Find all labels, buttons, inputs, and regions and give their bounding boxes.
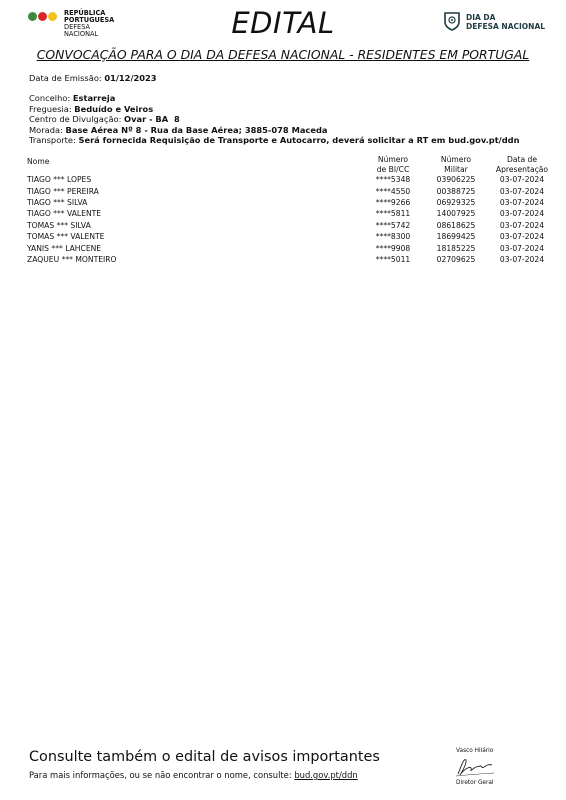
row-name: ZAQUEU *** MONTEIRO — [27, 255, 117, 265]
convocation-heading: CONVOCAÇÃO PARA O DIA DA DEFESA NACIONAL - RESIDENTES EM PORTUGAL — [36, 47, 530, 62]
row-date: 03-07-2024 — [499, 243, 545, 253]
ddn-logo-text: DEFESA NACIONAL — [466, 22, 546, 31]
freguesia-label: Freguesia: — [29, 103, 72, 114]
row-name: TOMAS *** SILVA — [27, 220, 91, 230]
logo-text-line: NACIONAL — [64, 30, 99, 38]
issue-date — [29, 73, 157, 83]
row-bi: ****5011 — [375, 255, 411, 265]
logo-text-line: DEFESA — [64, 23, 91, 31]
centro-line — [29, 114, 180, 124]
signer-role: Diretor Geral — [456, 780, 494, 786]
table-row — [27, 208, 557, 219]
centro-value: Ovar - BA 8 — [124, 114, 180, 124]
row-date: 03-07-2024 — [499, 186, 545, 196]
transporte-value: Será fornecida Requisição de Transporte e Autocarro, deverá solicitar a RT em bud.gov.pt/ddn — [78, 135, 520, 145]
row-date: 03-07-2024 — [499, 255, 545, 265]
table-row — [27, 186, 557, 197]
morada-value: Base Aérea Nº 8 - Rua da Base Aérea; 3885-078 Maceda — [65, 124, 328, 135]
row-bi: ****4550 — [375, 186, 411, 196]
row-name: TIAGO *** VALENTE — [27, 209, 102, 219]
row-name: TIAGO *** PEREIRA — [27, 186, 99, 196]
row-militar: 06929325 — [436, 198, 476, 207]
row-name: TOMAS *** VALENTE — [27, 232, 105, 242]
row-date: 03-07-2024 — [499, 220, 545, 230]
page-title: EDITAL — [231, 6, 335, 40]
more-info-line — [29, 770, 358, 780]
row-militar: 02709625 — [436, 255, 476, 265]
row-date: 03-07-2024 — [499, 232, 545, 242]
header-bi: Número de BI/CC — [376, 155, 410, 174]
convocados-table — [27, 155, 557, 265]
row-bi: ****9266 — [375, 198, 411, 207]
centro-label: Centro de Divulgação: — [29, 114, 122, 124]
row-bi: ****5811 — [375, 209, 411, 219]
row-name: TIAGO *** LOPES — [27, 175, 92, 185]
table-row — [27, 220, 557, 231]
concelho-label: Concelho: — [29, 93, 71, 103]
issue-date-label: Data de Emissão: — [29, 73, 102, 83]
logo-text-line: PORTUGUESA — [64, 16, 115, 24]
row-militar: 03906225 — [436, 175, 476, 185]
row-bi: ****5348 — [375, 175, 411, 185]
issue-date-value: 01/12/2023 — [104, 73, 157, 83]
more-info-text: Para mais informações, ou se não encontrar o nome, consulte: — [29, 770, 292, 780]
row-date: 03-07-2024 — [499, 209, 545, 219]
row-militar: 00388725 — [436, 186, 476, 196]
concelho-line — [29, 93, 115, 103]
row-date: 03-07-2024 — [499, 198, 545, 207]
bud-gov-link[interactable]: bud.gov.pt/ddn — [294, 770, 358, 780]
table-row — [27, 254, 557, 265]
transporte-label: Transporte: — [29, 135, 76, 145]
logo-text-line: REPÚBLICA — [64, 9, 106, 17]
freguesia-line — [29, 104, 153, 114]
ddn-emblem-icon — [442, 11, 462, 31]
table-row — [27, 174, 557, 185]
concelho-value: Estarreja — [72, 93, 116, 103]
row-militar: 18185225 — [436, 243, 476, 253]
consulte-avisos-text: Consulte também o edital de avisos importantes — [29, 749, 380, 765]
row-date: 03-07-2024 — [499, 175, 545, 185]
table-row — [27, 197, 557, 208]
signer-name: Vasco Hilário — [456, 748, 494, 754]
table-row — [27, 243, 557, 254]
row-bi: ****9908 — [375, 243, 411, 253]
row-bi: ****8300 — [375, 232, 411, 242]
row-bi: ****5742 — [375, 220, 411, 230]
row-militar: 18699425 — [436, 232, 476, 242]
freguesia-value: Beduído e Veiros — [74, 103, 154, 114]
row-militar: 08618625 — [436, 220, 476, 230]
header-date: Data de Apresentação — [495, 155, 549, 174]
table-header-row — [27, 155, 557, 174]
row-name: YANIS *** LAHCENE — [27, 243, 102, 253]
dia-defesa-nacional-logo — [442, 11, 552, 37]
ddn-logo-text: DIA DA — [466, 13, 496, 22]
row-militar: 14007925 — [436, 209, 476, 219]
transporte-line — [29, 135, 520, 145]
table-row — [27, 231, 557, 242]
morada-label: Morada: — [29, 124, 63, 135]
signature-image — [454, 754, 498, 778]
row-name: TIAGO *** SILVA — [27, 198, 88, 207]
header-name: Nome — [27, 157, 50, 166]
header-militar: Número Militar — [440, 155, 472, 174]
morada-line — [29, 125, 328, 135]
